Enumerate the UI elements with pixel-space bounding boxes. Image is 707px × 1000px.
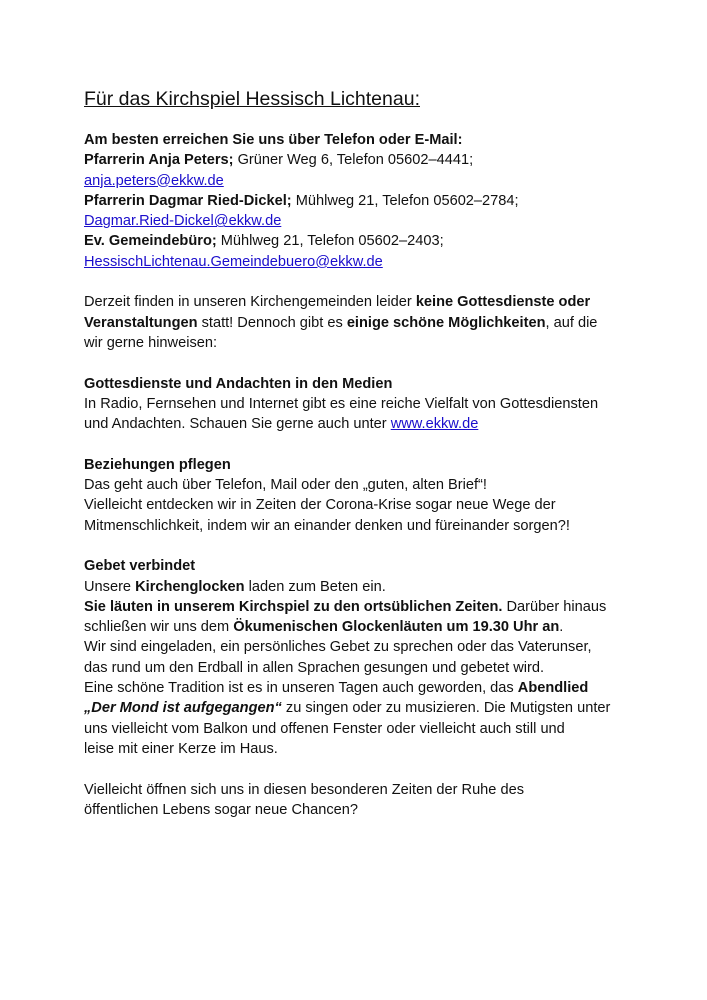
prayer-text: Eine schöne Tradition ist es in unseren Tagen auch geworden, das [84, 680, 518, 697]
notice-text: Derzeit finden in unseren Kirchengemeinden leider [84, 294, 416, 311]
media-text: In Radio, Fernsehen und Internet gibt es eine reiche Vielfalt von Gottesdiensten [84, 395, 599, 412]
media-section [84, 374, 644, 435]
prayer-text: Darüber hinaus [502, 598, 607, 615]
relations-text: Das geht auch über Telefon, Mail oder den „guten, alten Brief“! [84, 477, 487, 494]
prayer-text: schließen wir uns dem [84, 619, 234, 636]
closing-paragraph [84, 780, 644, 821]
contact-name: Pfarrerin Anja Peters; [84, 152, 234, 169]
email-link-dagmar-ried-dickel[interactable]: Dagmar.Ried-Dickel@ekkw.de [84, 213, 282, 230]
relations-text: Mitmenschlichkeit, indem wir an einander denken und füreinander sorgen?! [84, 517, 570, 534]
media-text: und Andachten. Schauen Sie gerne auch unter [84, 416, 391, 433]
contact-name: Pfarrerin Dagmar Ried-Dickel; [84, 192, 292, 209]
section-heading: Gottesdienste und Andachten in den Medien [84, 375, 393, 392]
contact-details: Grüner Weg 6, Telefon 05602–4441; [233, 152, 474, 169]
prayer-text: das rund um den Erdball in allen Sprachen gesungen und gebetet wird. [84, 659, 545, 676]
contact-entry [84, 150, 644, 170]
prayer-text: leise mit einer Kerze im Haus. [84, 740, 278, 757]
notice-bold: einige schöne Möglichkeiten [346, 314, 546, 331]
website-link[interactable]: www.ekkw.de [390, 416, 479, 433]
prayer-text: zu singen oder zu musizieren. Die Mutigsten unter [281, 700, 611, 717]
prayer-section [84, 556, 644, 759]
contact-name: Ev. Gemeindebüro; [84, 233, 217, 250]
page-title: Für das Kirchspiel Hessisch Lichtenau: [84, 88, 420, 110]
contact-details: Mühlweg 21, Telefon 05602–2403; [216, 233, 444, 250]
prayer-text: . [559, 619, 564, 636]
notice-text: statt! Dennoch gibt es [197, 314, 347, 331]
contact-intro: Am besten erreichen Sie uns über Telefon oder E-Mail: [84, 132, 463, 148]
prayer-bold: Abendlied [517, 680, 589, 697]
prayer-text: laden zum Beten ein. [244, 578, 386, 595]
notice-text: wir gerne hinweisen: [84, 334, 218, 351]
section-heading: Beziehungen pflegen [84, 456, 231, 473]
notice-bold: Veranstaltungen [84, 314, 198, 331]
section-heading: Gebet verbindet [84, 558, 196, 575]
notice-paragraph [84, 292, 644, 353]
closing-text: öffentlichen Lebens sogar neue Chancen? [84, 801, 358, 818]
relations-section [84, 455, 644, 536]
email-link-gemeindebuero[interactable]: HessischLichtenau.Gemeindebuero@ekkw.de [84, 253, 383, 270]
contact-section [84, 130, 644, 272]
closing-text: Vielleicht öffnen sich uns in diesen besonderen Zeiten der Ruhe des [84, 781, 524, 798]
song-title: „Der Mond ist aufgegangen“ [84, 700, 282, 717]
prayer-bold: Kirchenglocken [135, 578, 245, 595]
prayer-text: uns vielleicht vom Balkon und offenen Fenster oder vielleicht auch still und [84, 720, 565, 737]
prayer-bold: Ökumenischen Glockenläuten um 19.30 Uhr an [233, 619, 560, 636]
prayer-text: Wir sind eingeladen, ein persönliches Gebet zu sprechen oder das Vaterunser, [84, 639, 592, 656]
contact-entry [84, 231, 644, 251]
notice-bold: keine Gottesdienste oder [415, 294, 591, 311]
contact-details: Mühlweg 21, Telefon 05602–2784; [291, 192, 519, 209]
document-page [84, 86, 644, 820]
email-link-anja-peters[interactable]: anja.peters@ekkw.de [84, 172, 224, 189]
contact-entry [84, 191, 644, 211]
prayer-bold: Sie läuten in unserem Kirchspiel zu den ortsüblichen Zeiten. [84, 598, 503, 615]
prayer-text: Unsere [84, 578, 136, 595]
notice-text: , auf die [545, 314, 598, 331]
relations-text: Vielleicht entdecken wir in Zeiten der Corona-Krise sogar neue Wege der [84, 497, 556, 514]
